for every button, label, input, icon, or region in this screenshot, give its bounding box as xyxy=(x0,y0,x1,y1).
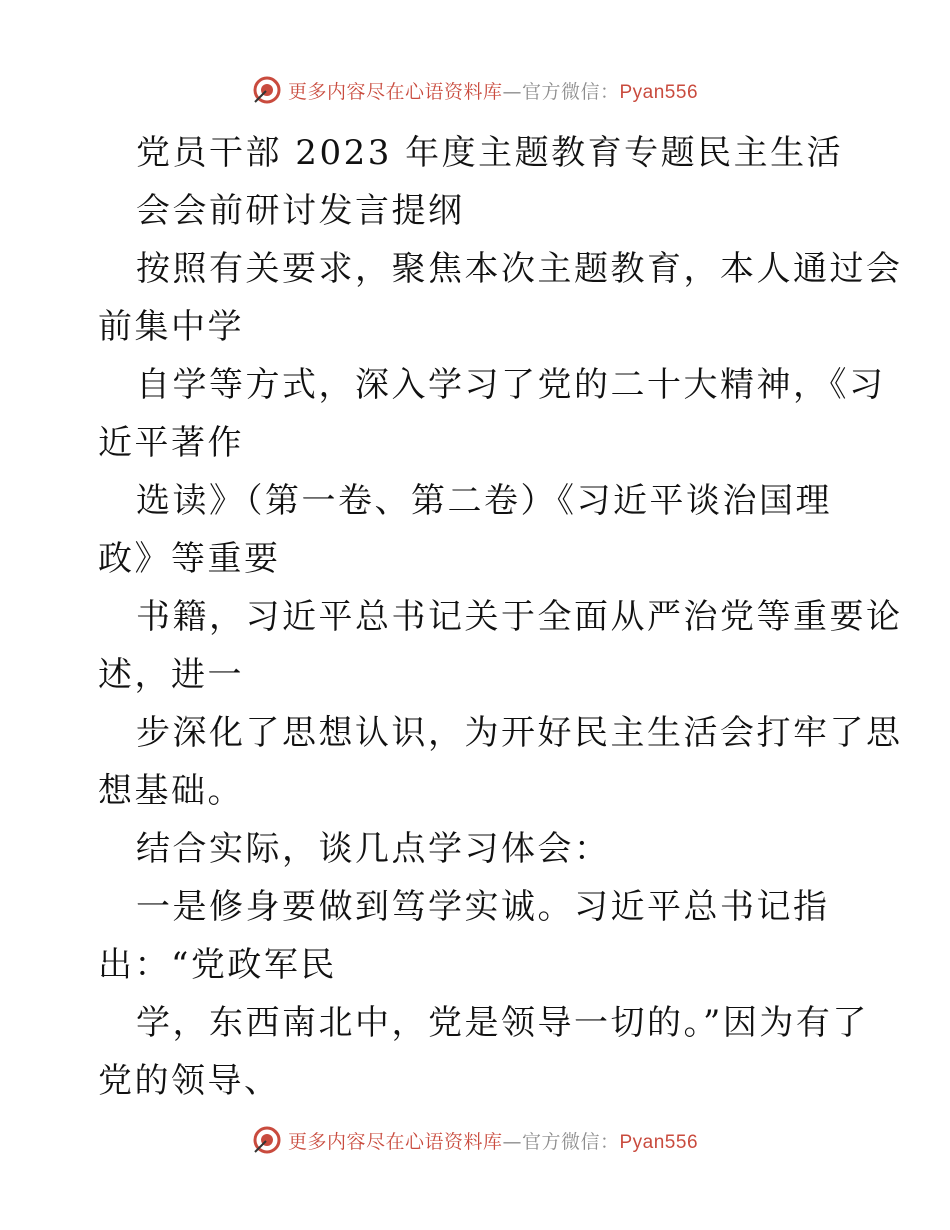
paragraph-line: 前集中学 xyxy=(98,307,244,347)
document-body xyxy=(98,124,903,1110)
paragraph-line: 一是修身要做到笃学实诚。习近平总书记指 xyxy=(136,887,830,927)
quill-seal-icon xyxy=(252,1125,282,1155)
paragraph-line: 按照有关要求，聚焦本次主题教育，本人通过会 xyxy=(136,249,903,289)
document-title-line: 党员干部 2023 年度主题教育专题民主生活 xyxy=(136,133,844,173)
header-watermark xyxy=(0,70,950,110)
quill-seal-icon xyxy=(252,75,282,105)
watermark-wechat-id: Pyan556 xyxy=(619,1131,699,1153)
paragraph-line: 选读》（第一卷、第二卷）《习近平谈治国理 xyxy=(136,481,832,521)
watermark-main: 更多内容尽在心语资料库 xyxy=(287,80,503,103)
paragraph-line: 政》等重要 xyxy=(98,539,281,579)
paragraph-line: 近平著作 xyxy=(98,423,244,463)
watermark-separator: —官方微信： xyxy=(502,80,620,103)
watermark-separator: —官方微信： xyxy=(502,1130,620,1153)
paragraph-line: 学，东西南北中，党是领导一切的。”因为有了 xyxy=(136,1003,869,1043)
watermark-text xyxy=(288,77,698,104)
paragraph-line: 出：“党政军民 xyxy=(98,945,337,985)
footer-watermark xyxy=(0,1120,950,1160)
watermark-text xyxy=(288,1127,698,1154)
document-title-line: 会会前研讨发言提纲 xyxy=(136,191,465,231)
paragraph-line: 党的领导、 xyxy=(98,1061,281,1101)
paragraph-line: 步深化了思想认识，为开好民主生活会打牢了思 xyxy=(136,713,903,753)
paragraph-line: 书籍，习近平总书记关于全面从严治党等重要论 xyxy=(136,597,903,637)
paragraph-line: 想基础。 xyxy=(98,771,244,811)
paragraph-line: 述，进一 xyxy=(98,655,244,695)
paragraph-line: 自学等方式，深入学习了党的二十大精神，《习 xyxy=(136,365,886,405)
watermark-wechat-id: Pyan556 xyxy=(619,81,699,103)
paragraph-line: 结合实际，谈几点学习体会： xyxy=(136,829,611,869)
watermark-main: 更多内容尽在心语资料库 xyxy=(287,1130,503,1153)
